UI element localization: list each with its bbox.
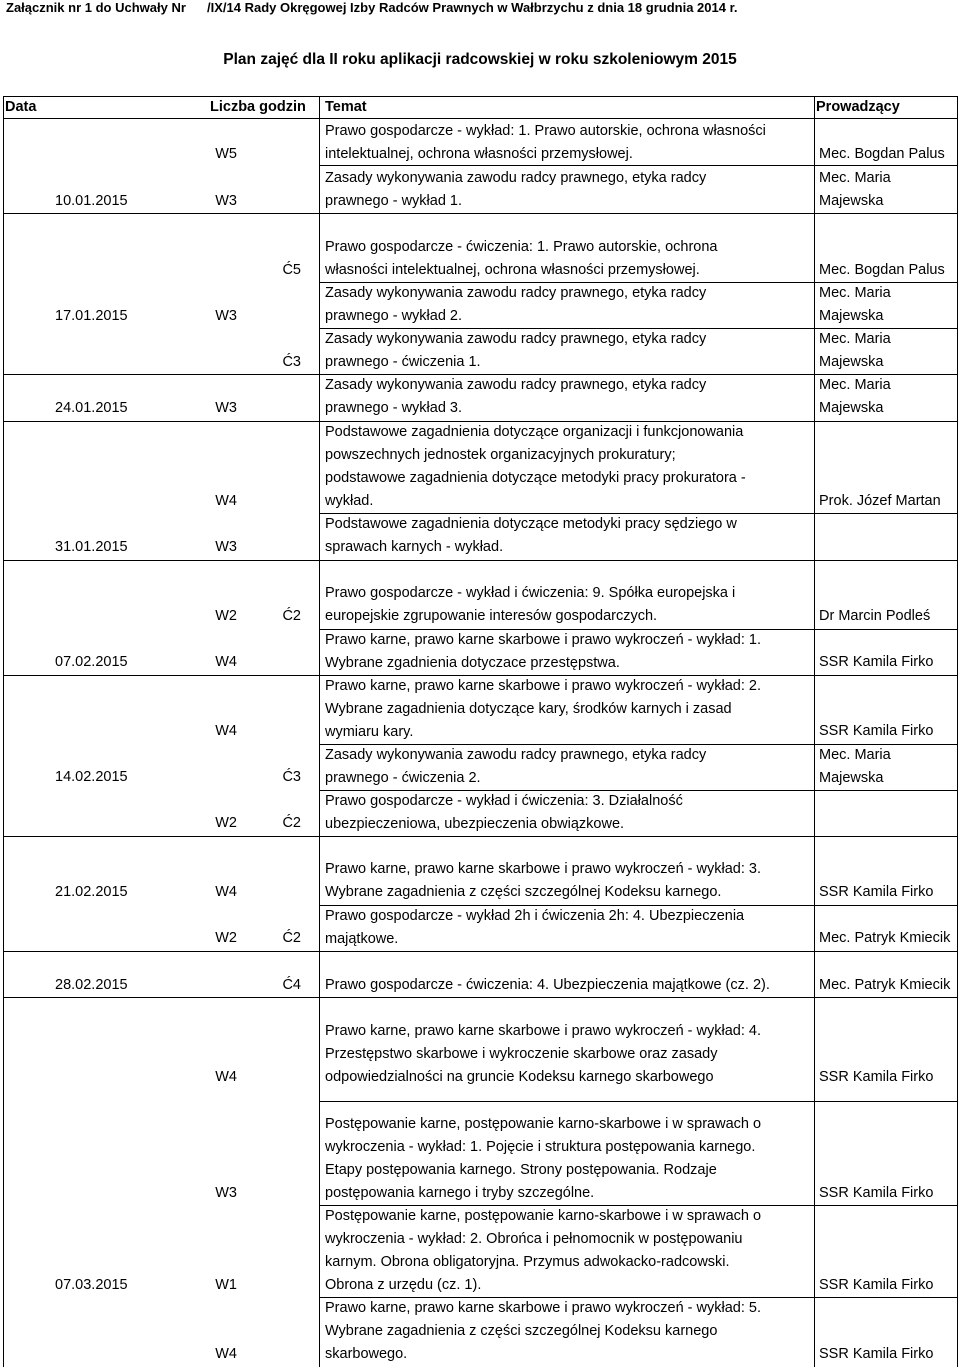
header-resolution-label: /IX/14 Rady Okręgowej Izby Radców Prawnych w Wałbrzychu z dnia 18 grudnia 2014 r.	[207, 0, 738, 15]
topic-cell: Prawo gospodarcze - wykład: 1. Prawo autorskie, ochrona własności intelektualnej, ochrona własności przemysłowej.	[325, 123, 766, 162]
lecture-hours: W2	[215, 608, 237, 624]
lecturer-cell: Mec. Maria Majewska	[819, 331, 891, 370]
lecturer-cell: Mec. Bogdan Palus	[819, 146, 945, 162]
table-border-left	[3, 96, 4, 1367]
topic-cell: Zasady wykonywania zawodu radcy prawnego, etyka radcy prawnego - ćwiczenia 1.	[325, 331, 707, 370]
exercise-hours: Ć4	[282, 977, 301, 993]
date-cell: 17.01.2015	[55, 308, 128, 324]
row-divider	[319, 1101, 958, 1102]
day-divider	[3, 951, 958, 952]
date-cell: 21.02.2015	[55, 884, 128, 900]
lecturer-cell: SSR Kamila Firko	[819, 1346, 934, 1362]
column-header-hours: Liczba godzin	[210, 99, 306, 115]
lecturer-cell: Mec. Patryk Kmiecik	[819, 977, 951, 993]
topic-cell: Prawo gospodarcze - ćwiczenia: 4. Ubezpieczenia majątkowe (cz. 2).	[325, 977, 770, 993]
lecturer-cell: Dr Marcin Podleś	[819, 608, 931, 624]
topic-cell: Prawo karne, prawo karne skarbowe i prawo wykroczeń - wykład: 2. Wybrane zagadnienia dotyczące kary, środków karnych i zasad wymiaru kary.	[325, 678, 761, 740]
date-cell: 31.01.2015	[55, 539, 128, 555]
topic-cell: Prawo karne, prawo karne skarbowe i prawo wykroczeń - wykład: 3. Wybrane zagadnienia z części szczególnej Kodeksu karnego.	[325, 861, 761, 900]
topic-cell: Zasady wykonywania zawodu radcy prawnego, etyka radcy prawnego - ćwiczenia 2.	[325, 747, 707, 786]
day-divider	[3, 213, 958, 214]
table-border-right	[957, 96, 958, 1367]
date-cell: 24.01.2015	[55, 400, 128, 416]
lecture-hours: W4	[215, 493, 237, 509]
topic-cell: Zasady wykonywania zawodu radcy prawnego, etyka radcy prawnego - wykład 1.	[325, 170, 707, 209]
date-cell: 14.02.2015	[55, 769, 128, 785]
lecturer-cell: Mec. Maria Majewska	[819, 747, 891, 786]
topic-cell: Podstawowe zagadnienia dotyczące organizacji i funkcjonowania powszechnych jednostek organizacyjnych prokuratury; podstawowe zagadnienia dotyczące metodyki pracy prokuratora - wykład.	[325, 424, 746, 509]
lecturer-cell: Prok. Józef Martan	[819, 493, 941, 509]
column-header-topic: Temat	[325, 99, 367, 115]
topic-cell: Prawo gospodarcze - ćwiczenia: 1. Prawo autorskie, ochrona własności intelektualnej, ochrona własności przemysłowej.	[325, 239, 718, 278]
lecture-hours: W4	[215, 1346, 237, 1362]
day-divider	[3, 560, 958, 561]
table-border-top	[3, 96, 958, 97]
lecture-hours: W4	[215, 1069, 237, 1085]
lecturer-cell: SSR Kamila Firko	[819, 1185, 934, 1201]
lecturer-cell: SSR Kamila Firko	[819, 1277, 934, 1293]
exercise-hours: Ć2	[282, 930, 301, 946]
lecture-hours: W3	[215, 400, 237, 416]
header-attachment-label: Załącznik nr 1 do Uchwały Nr	[6, 0, 186, 15]
lecturer-cell: Mec. Maria Majewska	[819, 377, 891, 416]
column-header-lecturer: Prowadzący	[816, 99, 900, 115]
lecture-hours: W4	[215, 884, 237, 900]
topic-cell: Prawo gospodarcze - wykład 2h i ćwiczenia 2h: 4. Ubezpieczenia majątkowe.	[325, 908, 745, 947]
lecture-hours: W3	[215, 539, 237, 555]
date-cell: 28.02.2015	[55, 977, 128, 993]
lecture-hours: W5	[215, 146, 237, 162]
topic-cell: Prawo karne, prawo karne skarbowe i prawo wykroczeń - wykład: 1. Wybrane zgadnienia dotyczace przestępstwa.	[325, 632, 761, 671]
header-row-divider	[3, 118, 958, 119]
lecturer-cell: SSR Kamila Firko	[819, 884, 934, 900]
lecturer-cell: Mec. Maria Majewska	[819, 285, 891, 324]
lecturer-cell: Mec. Maria Majewska	[819, 170, 891, 209]
exercise-hours: Ć5	[282, 262, 301, 278]
column-header-date: Data	[5, 99, 37, 115]
topic-cell: Prawo gospodarcze - wykład i ćwiczenia: 3. Działalność ubezpieczeniowa, ubezpieczenia obwiązkowe.	[325, 793, 683, 832]
exercise-hours: Ć3	[282, 354, 301, 370]
topic-cell: Podstawowe zagadnienia dotyczące metodyki pracy sędziego w sprawach karnych - wykład.	[325, 516, 737, 555]
topic-cell: Zasady wykonywania zawodu radcy prawnego, etyka radcy prawnego - wykład 2.	[325, 285, 707, 324]
date-cell: 10.01.2015	[55, 193, 128, 209]
topic-cell: Zasady wykonywania zawodu radcy prawnego, etyka radcy prawnego - wykład 3.	[325, 377, 707, 416]
lecturer-cell: SSR Kamila Firko	[819, 1069, 934, 1085]
lecture-hours: W3	[215, 193, 237, 209]
lecture-hours: W3	[215, 308, 237, 324]
topic-cell: Prawo karne, prawo karne skarbowe i prawo wykroczeń - wykład: 4. Przestępstwo skarbowe i wykroczenie skarbowe oraz zasady odpowiedzialności na gruncie Kodeksu karnego skarbowego	[325, 1023, 761, 1085]
topic-cell: Postępowanie karne, postępowanie karno-skarbowe i w sprawach o wykroczenia - wykład: 1. Pojęcie i struktura postępowania karnego. Etapy postępowania karnego. Strony postępowania. Rodzaje postępowania karnego i tryby szczególne.	[325, 1116, 762, 1201]
exercise-hours: Ć3	[282, 769, 301, 785]
exercise-hours: Ć2	[282, 815, 301, 831]
column-divider	[319, 96, 320, 1367]
day-divider	[3, 997, 958, 998]
lecture-hours: W2	[215, 815, 237, 831]
page-title: Plan zajęć dla II roku aplikacji radcowskiej w roku szkoleniowym 2015	[223, 51, 737, 68]
schedule-table	[3, 96, 958, 1367]
date-cell: 07.03.2015	[55, 1277, 128, 1293]
lecturer-cell: SSR Kamila Firko	[819, 723, 934, 739]
day-divider	[3, 836, 958, 837]
topic-cell: Prawo karne, prawo karne skarbowe i prawo wykroczeń - wykład: 5. Wybrane zagadnienia z części szczególnej Kodeksu karnego skarbowego.	[325, 1300, 761, 1362]
topic-cell: Prawo gospodarcze - wykład i ćwiczenia: 9. Spółka europejska i europejskie zgrupowanie interesów gospodarczych.	[325, 585, 736, 624]
date-cell: 07.02.2015	[55, 654, 128, 670]
lecture-hours: W4	[215, 723, 237, 739]
lecturer-cell: Mec. Patryk Kmiecik	[819, 930, 951, 946]
lecture-hours: W1	[215, 1277, 237, 1293]
lecturer-cell: SSR Kamila Firko	[819, 654, 934, 670]
lecture-hours: W2	[215, 930, 237, 946]
lecture-hours: W4	[215, 654, 237, 670]
lecturer-cell: Mec. Bogdan Palus	[819, 262, 945, 278]
column-divider	[814, 96, 815, 1367]
exercise-hours: Ć2	[282, 608, 301, 624]
lecture-hours: W3	[215, 1185, 237, 1201]
topic-cell: Postępowanie karne, postępowanie karno-skarbowe i w sprawach o wykroczenia - wykład: 2. Obrońca i pełnomocnik w postępowaniu karnym. Obrona obligatoryjna. Przymus adwokacko-radcowski. Obrona z urzędu (cz. 1).	[325, 1208, 762, 1293]
